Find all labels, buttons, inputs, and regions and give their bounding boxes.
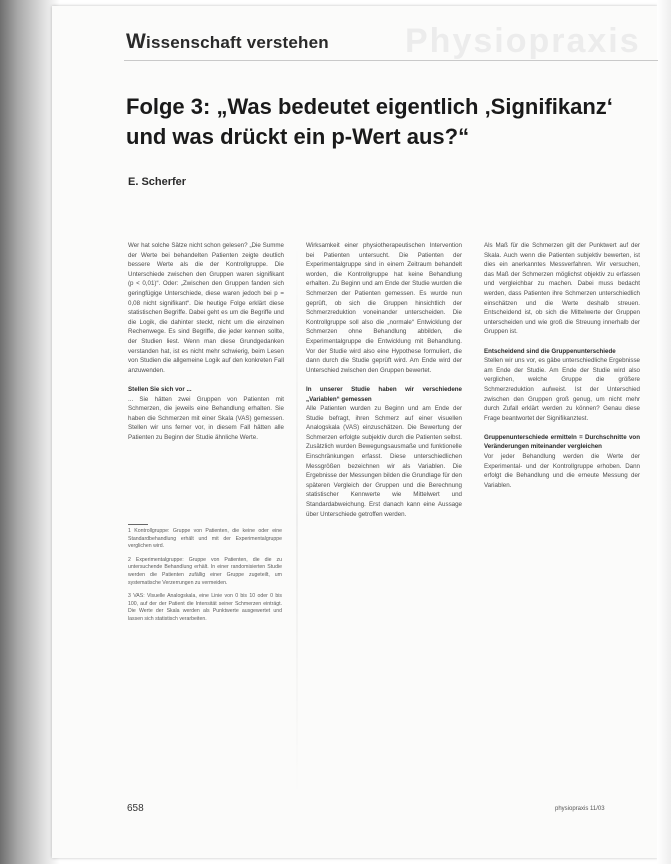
column-paragraph: ... Sie hätten zwei Gruppen von Patienten mit Schmerzen, die jeweils eine Behandlung erhalten. Sie haben die Schmerzen mit einer Skala (VAS) gemessen. Stellen wir uns ferner vor, in diesem Fall hätten alle Patienten zu Beginn der Studie ähnliche Werte. xyxy=(128,395,284,441)
article-author: E. Scherfer xyxy=(128,176,187,188)
footnotes xyxy=(128,528,282,736)
column-subheading: In unserer Studie haben wir verschiedene „Variablen“ gemessen xyxy=(306,385,462,403)
scan-edge xyxy=(657,0,671,864)
journal-footer: physiopraxis 11/03 xyxy=(555,806,605,812)
column-paragraph: Wirksamkeit einer physiotherapeutischen Intervention bei Patienten untersucht. Die Patienten der Experimentalgruppe sind in einem Zeitraum behandelt worden, die Kontrollgruppe hat keine Behandlung erhalten. Zu Beginn und am Ende der Studie wurden die Schmerzen der Patienten gemessen. Es wurde nun geprüft, ob sich die Gruppen hinsichtlich der Schmerzreduktion voneinander unterscheiden. Die Kontrollgruppe soll also die „normale“ Entwicklung der Schmerzen ohne Behandlung abbilden, die Experimentalgruppe die Entwicklung mit Behandlung. Vor der Studie wird also eine Hypothese formuliert, die dann durch die Studie geprüft wird. Am Ende wird der Unterschied zwischen den Gruppen bewertet. xyxy=(306,242,462,374)
footnote: 2 Experimentalgruppe: Gruppe von Patienten, die die zu untersuchende Behandlung erhält. In einer randomisierten Studie werden die Patienten zufällig einer Gruppe zugeteilt, um systematische Verzerrungen zu vermeiden. xyxy=(128,556,282,586)
binding-shadow xyxy=(0,0,60,864)
title-rule xyxy=(124,60,658,61)
page-crease xyxy=(296,240,298,800)
text-column-2 xyxy=(306,241,462,741)
column-paragraph: Als Maß für die Schmerzen gilt der Punktwert auf der Skala. Auch wenn die Patienten subjektiv bewerten, ist dies ein anerkanntes Messverfahren. Wir versuchen, das Maß der Schmerzen möglichst objektiv zu erfassen und vergleichbar zu machen. Dabei muss bedacht werden, dass Patienten ihre Schmerzen unterschiedlich einschätzen und die Werte deshalb streuen. Entscheidend ist, ob sich die Mittelwerte der Gruppen unterscheiden und wie groß die Streuung innerhalb der Gruppen ist. xyxy=(484,242,640,336)
section-label-initial: W xyxy=(126,30,147,53)
footnote-separator xyxy=(128,524,148,525)
text-column-3 xyxy=(484,241,640,751)
column-subheading: Entscheidend sind die Gruppenunterschiede xyxy=(484,347,616,355)
column-subheading: Stellen Sie sich vor ... xyxy=(128,385,192,393)
section-label xyxy=(126,30,329,54)
page-number: 658 xyxy=(127,803,144,814)
article-title-line-1: Folge 3: „Was bedeutet eigentlich ‚Signifikanz‘ xyxy=(126,94,613,119)
footnote: 3 VAS: Visuelle Analogskala, eine Linie von 0 bis 10 oder 0 bis 100, auf der der Patient die Intensität seiner Schmerzen einträgt. Die Werte der Skala werden als Punktwerte ausgewertet und lassen sich statistisch verarbeiten. xyxy=(128,593,282,622)
column-paragraph: Vor jeder Behandlung werden die Werte der Experimental- und der Kontrollgruppe erhoben. Dann erfolgt die Behandlung und die erneute Messung der Variablen. xyxy=(484,453,640,489)
column-paragraph: Alle Patienten wurden zu Beginn und am Ende der Studie befragt, ihren Schmerz auf einer visuellen Analogskala (VAS) einzuschätzen. Die Bewertung der Schmerzen erfolgte subjektiv durch die Patienten selbst. Zusätzlich wurden Bewegungsausmaße und funktionelle Einschränkungen erfasst. Diese unterschiedlichen Messgrößen bezeichnen wir als Variablen. Die Ergebnisse der Messungen bilden die Grundlage für den späteren Vergleich der Gruppen und die Berechnung statistischer Kennwerte wie Mittelwert und Standardabweichung. Erst danach kann eine Aussage über Unterschiede getroffen werden. xyxy=(306,405,462,518)
footnote: 1 Kontrollgruppe: Gruppe von Patienten, die keine oder eine Standardbehandlung erhält und mit der Experimentalgruppe verglichen wird. xyxy=(128,528,282,550)
article-title xyxy=(126,92,656,152)
watermark-word: Physiopraxis xyxy=(405,22,641,60)
section-label-text: issenschaft verstehen xyxy=(146,33,329,52)
column-paragraph: Wer hat solche Sätze nicht schon gelesen? „Die Summe der Werte bei behandelten Patienten zeigte deutlich bessere Werte als die der Kontrollgruppe. Die Unterschiede zwischen den Gruppen waren signifikant (p < 0,01)“. Oder: „Zwischen den Gruppen fanden sich geringfügige Unterschiede, diese waren jedoch bei p = 0,08 nicht signifikant“. Die heutige Folge erklärt diese statistischen Begriffe. Dabei geht es um die Begriffe und die Logik, die dahinter steckt, nicht um die einzelnen Rechenwege. Es sind Begriffe, die jeder kennen sollte, der Studien liest. Wenn man diese Grundgedanken verstanden hat, ist es nicht mehr schwierig, beim Lesen von Studien die allgemeine Logik auf den konkreten Fall anzuwenden. xyxy=(128,242,284,374)
column-subheading: Gruppenunterschiede ermitteln = Durchschnitte von Veränderungen miteinander vergleichen xyxy=(484,433,640,451)
text-column-1 xyxy=(128,241,284,503)
column-paragraph: Stellen wir uns vor, es gäbe unterschiedliche Ergebnisse am Ende der Studie. Am Ende der Studie wird also verglichen, welche Gruppe die größere Schmerzreduktion aufweist. Ist der Unterschied zwischen den Gruppen groß genug, um nicht mehr durch Zufall erklärt werden zu können? Genau diese Frage beantwortet der Signifikanztest. xyxy=(484,357,640,422)
article-title-line-2: und was drückt ein p-Wert aus?“ xyxy=(126,124,470,149)
